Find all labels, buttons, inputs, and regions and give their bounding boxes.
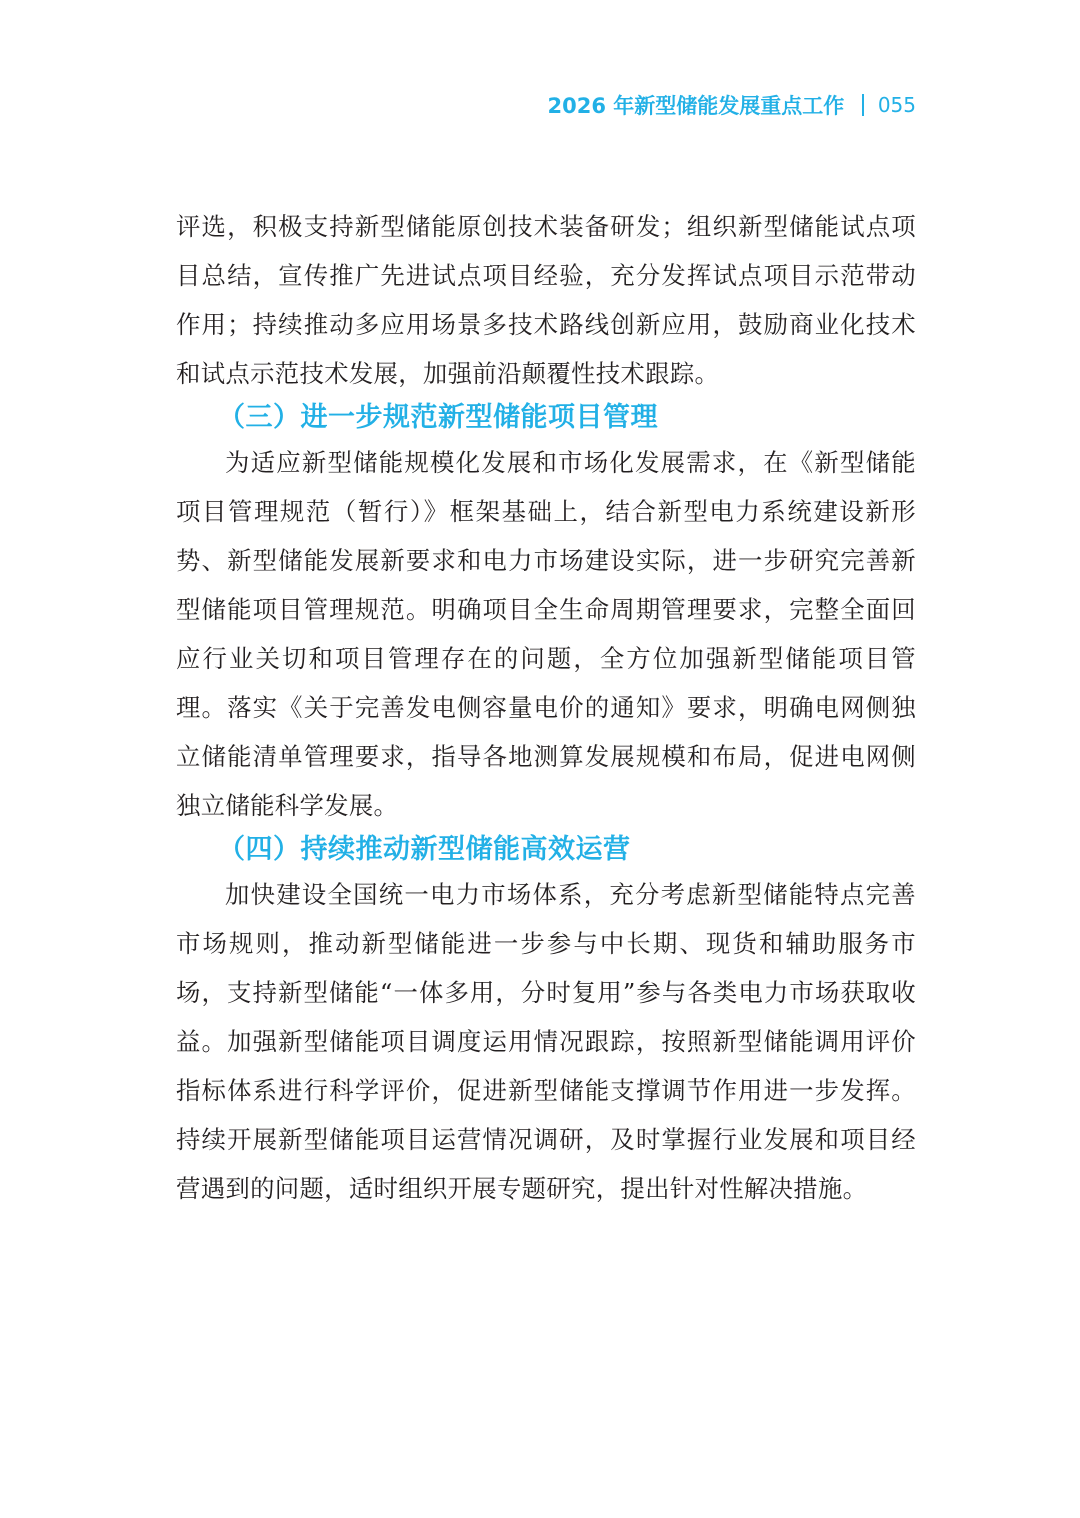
section-3-paragraph: 为适应新型储能规模化发展和市场化发展需求，在《新型储能项目管理规范（暂行）》框架基础上，结合新型电力系统建设新形势、新型储能发展新要求和电力市场建设实际，进一步研究完善新型储能项目管理规范。明确项目全生命周期管理要求，完整全面回应行业关切和项目管理存在的问题，全方位加强新型储能项目管理。落实《关于完善发电侧容量电价的通知》要求，明确电网侧独立储能清单管理要求，指导各地测算发展规模和布局，促进电网侧独立储能科学发展。 xyxy=(176,448,916,820)
running-header xyxy=(548,88,916,122)
intro-paragraph: 评选，积极支持新型储能原创技术装备研发；组织新型储能试点项目总结，宣传推广先进试点项目经验，充分发挥试点项目示范带动作用；持续推动多应用场景多技术路线创新应用，鼓励商业化技术和试点示范技术发展，加强前沿颠覆性技术跟踪。 xyxy=(176,212,916,388)
page-number: 055 xyxy=(877,93,916,117)
section-3-heading: （三）进一步规范新型储能项目管理 xyxy=(218,402,658,433)
section-4-paragraph: 加快建设全国统一电力市场体系，充分考虑新型储能特点完善市场规则，推动新型储能进一步参与中长期、现货和辅助服务市场，支持新型储能“一体多用，分时复用”参与各类电力市场获取收益。加强新型储能项目调度运用情况跟踪，按照新型储能调用评价指标体系进行科学评价，促进新型储能支撑调节作用进一步发挥。持续开展新型储能项目运营情况调研，及时掌握行业发展和项目经营遇到的问题，适时组织开展专题研究，提出针对性解决措施。 xyxy=(176,880,916,1203)
page-body xyxy=(176,202,916,1213)
section-4-heading: （四）持续推动新型储能高效运营 xyxy=(218,834,631,865)
header-title: 2026 年新型储能发展重点工作 xyxy=(547,94,845,118)
header-divider xyxy=(862,94,864,116)
